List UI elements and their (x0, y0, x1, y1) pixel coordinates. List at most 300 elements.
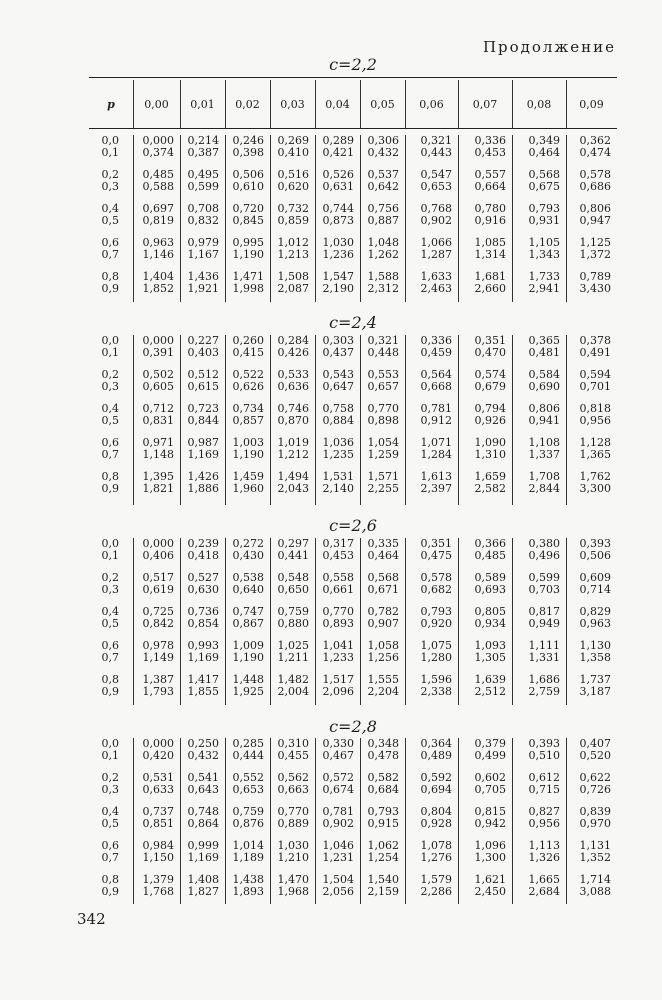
table-cell: 0,393 (579, 537, 611, 550)
table-cell: 1,211 (277, 651, 309, 664)
table-cell: 0,285 (232, 737, 264, 750)
table-cell: 0,984 (142, 839, 174, 852)
table-cell: 2,397 (420, 482, 452, 495)
table-cell: 0,758 (322, 402, 354, 415)
row-p-value: 0,7 (101, 448, 119, 461)
table-cell: 0,306 (367, 134, 399, 147)
table-cell: 0,610 (232, 180, 264, 193)
table-cell: 0,564 (420, 368, 452, 381)
table-cell: 0,744 (322, 202, 354, 215)
table-cell: 0,663 (277, 783, 309, 796)
table-cell: 0,697 (142, 202, 174, 215)
table-cell: 1,471 (232, 270, 264, 283)
table-cell: 2,450 (474, 885, 506, 898)
table-cell: 0,594 (579, 368, 611, 381)
table-cell: 0,806 (528, 402, 560, 415)
table-cell: 0,502 (142, 368, 174, 381)
table-cell: 1,066 (420, 236, 452, 249)
table-cell: 0,781 (322, 805, 354, 818)
table-cell: 1,633 (420, 270, 452, 283)
table-cell: 0,289 (322, 134, 354, 147)
row-p-value: 0,8 (101, 470, 119, 483)
table-cell: 0,759 (277, 605, 309, 618)
header-column-rule (566, 80, 567, 128)
table-cell: 0,592 (420, 771, 452, 784)
table-cell: 0,873 (322, 214, 354, 227)
header-column-rule (512, 80, 513, 128)
table-cell: 0,949 (528, 617, 560, 630)
table-cell: 1,085 (474, 236, 506, 249)
table-cell: 0,712 (142, 402, 174, 415)
table-cell: 0,000 (142, 737, 174, 750)
table-cell: 0,620 (277, 180, 309, 193)
table-cell: 0,420 (142, 749, 174, 762)
table-cell: 0,403 (187, 346, 219, 359)
table-cell: 0,214 (187, 134, 219, 147)
table-cell: 0,931 (528, 214, 560, 227)
table-cell: 1,438 (232, 873, 264, 886)
table-cell: 0,430 (232, 549, 264, 562)
table-cell: 1,408 (187, 873, 219, 886)
table-cell: 0,531 (142, 771, 174, 784)
table-cell: 1,041 (322, 639, 354, 652)
table-cell: 0,552 (232, 771, 264, 784)
table-cell: 1,058 (367, 639, 399, 652)
row-p-value: 0,4 (101, 402, 119, 415)
table-cell: 0,926 (474, 414, 506, 427)
table-cell: 0,578 (579, 168, 611, 181)
row-p-value: 0,4 (101, 202, 119, 215)
table-cell: 1,733 (528, 270, 560, 283)
table-cell: 0,485 (474, 549, 506, 562)
table-cell: 0,543 (322, 368, 354, 381)
table-cell: 0,902 (420, 214, 452, 227)
table-cell: 0,693 (474, 583, 506, 596)
table-cell: 1,540 (367, 873, 399, 886)
table-cell: 0,510 (528, 749, 560, 762)
table-cell: 0,723 (187, 402, 219, 415)
table-cell: 1,125 (579, 236, 611, 249)
row-p-value: 0,0 (101, 334, 119, 347)
table-cell: 0,578 (420, 571, 452, 584)
table-cell: 1,448 (232, 673, 264, 686)
table-cell: 1,054 (367, 436, 399, 449)
table-cell: 0,421 (322, 146, 354, 159)
table-cell: 0,418 (187, 549, 219, 562)
table-cell: 0,679 (474, 380, 506, 393)
table-cell: 0,495 (187, 168, 219, 181)
table-cell: 0,464 (528, 146, 560, 159)
table-cell: 0,378 (579, 334, 611, 347)
table-cell: 1,960 (232, 482, 264, 495)
table-cell: 1,190 (232, 651, 264, 664)
table-cell: 0,533 (277, 368, 309, 381)
table-cell: 0,475 (420, 549, 452, 562)
table-cell: 0,708 (187, 202, 219, 215)
table-cell: 0,000 (142, 134, 174, 147)
table-cell: 1,358 (579, 651, 611, 664)
table-cell: 1,365 (579, 448, 611, 461)
table-cell: 0,489 (420, 749, 452, 762)
row-p-value: 0,3 (101, 180, 119, 193)
table-cell: 0,887 (367, 214, 399, 227)
table-cell: 1,482 (277, 673, 309, 686)
table-cell: 1,093 (474, 639, 506, 652)
header-column-rule (225, 80, 226, 128)
table-cell: 0,831 (142, 414, 174, 427)
table-cell: 1,588 (367, 270, 399, 283)
table-cell: 0,934 (474, 617, 506, 630)
table-cell: 0,398 (232, 146, 264, 159)
table-cell: 1,404 (142, 270, 174, 283)
table-cell: 0,631 (322, 180, 354, 193)
table-cell: 0,737 (142, 805, 174, 818)
table-cell: 0,250 (187, 737, 219, 750)
table-cell: 2,255 (367, 482, 399, 495)
table-cell: 0,297 (277, 537, 309, 550)
table-cell: 0,842 (142, 617, 174, 630)
table-cell: 0,568 (367, 571, 399, 584)
table-cell: 0,734 (232, 402, 264, 415)
table-cell: 1,337 (528, 448, 560, 461)
table-cell: 0,876 (232, 817, 264, 830)
row-p-value: 0,2 (101, 571, 119, 584)
section-title: c=2,2 (329, 55, 377, 74)
table-cell: 0,839 (579, 805, 611, 818)
table-cell: 1,235 (322, 448, 354, 461)
table-cell: 0,562 (277, 771, 309, 784)
table-cell: 1,111 (528, 639, 560, 652)
table-cell: 0,736 (187, 605, 219, 618)
row-p-value: 0,0 (101, 134, 119, 147)
table-cell: 0,793 (420, 605, 452, 618)
table-cell: 0,455 (277, 749, 309, 762)
row-p-value: 0,8 (101, 270, 119, 283)
table-cell: 1,190 (232, 248, 264, 261)
table-cell: 1,343 (528, 248, 560, 261)
table-cell: 0,437 (322, 346, 354, 359)
header-column-rule (270, 80, 271, 128)
table-cell: 2,512 (474, 685, 506, 698)
table-cell: 0,726 (579, 783, 611, 796)
table-cell: 1,048 (367, 236, 399, 249)
table-cell: 1,659 (474, 470, 506, 483)
table-cell: 0,448 (367, 346, 399, 359)
table-cell: 0,832 (187, 214, 219, 227)
table-cell: 1,379 (142, 873, 174, 886)
table-cell: 1,547 (322, 270, 354, 283)
table-cell: 0,499 (474, 749, 506, 762)
table-cell: 1,276 (420, 851, 452, 864)
table-cell: 1,821 (142, 482, 174, 495)
table-cell: 2,096 (322, 685, 354, 698)
table-cell: 0,675 (528, 180, 560, 193)
table-cell: 0,000 (142, 537, 174, 550)
table-cell: 0,806 (579, 202, 611, 215)
table-cell: 1,737 (579, 673, 611, 686)
table-cell: 1,130 (579, 639, 611, 652)
table-cell: 1,639 (474, 673, 506, 686)
table-cell: 1,108 (528, 436, 560, 449)
table-cell: 1,096 (474, 839, 506, 852)
table-cell: 0,572 (322, 771, 354, 784)
table-cell: 1,128 (579, 436, 611, 449)
table-cell: 0,517 (142, 571, 174, 584)
table-cell: 2,844 (528, 482, 560, 495)
row-p-value: 0,4 (101, 805, 119, 818)
table-cell: 1,169 (187, 651, 219, 664)
table-cell: 0,942 (474, 817, 506, 830)
table-cell: 1,681 (474, 270, 506, 283)
table-cell: 2,056 (322, 885, 354, 898)
row-p-value: 0,1 (101, 346, 119, 359)
table-cell: 1,169 (187, 448, 219, 461)
table-cell: 1,150 (142, 851, 174, 864)
table-cell: 1,046 (322, 839, 354, 852)
column-header: 0,01 (190, 97, 215, 111)
table-cell: 1,436 (187, 270, 219, 283)
table-cell: 2,204 (367, 685, 399, 698)
table-cell: 0,364 (420, 737, 452, 750)
table-cell: 0,864 (187, 817, 219, 830)
table-cell: 0,464 (367, 549, 399, 562)
table-cell: 1,231 (322, 851, 354, 864)
table-cell: 0,694 (420, 783, 452, 796)
table-cell: 1,925 (232, 685, 264, 698)
table-cell: 2,463 (420, 282, 452, 295)
table-cell: 1,009 (232, 639, 264, 652)
table-cell: 2,043 (277, 482, 309, 495)
table-cell: 0,993 (187, 639, 219, 652)
column-header: 0,06 (419, 97, 444, 111)
table-cell: 0,588 (142, 180, 174, 193)
table-cell: 1,210 (277, 851, 309, 864)
table-cell: 1,613 (420, 470, 452, 483)
table-cell: 1,504 (322, 873, 354, 886)
table-cell: 1,071 (420, 436, 452, 449)
table-cell: 0,979 (187, 236, 219, 249)
table-cell: 0,351 (420, 537, 452, 550)
table-cell: 0,715 (528, 783, 560, 796)
table-cell: 3,430 (579, 282, 611, 295)
table-cell: 0,415 (232, 346, 264, 359)
table-cell: 0,674 (322, 783, 354, 796)
table-cell: 1,131 (579, 839, 611, 852)
table-cell: 0,747 (232, 605, 264, 618)
table-cell: 0,898 (367, 414, 399, 427)
table-cell: 0,827 (528, 805, 560, 818)
column-header-p: p (107, 97, 115, 111)
table-cell: 0,768 (420, 202, 452, 215)
table-cell: 1,331 (528, 651, 560, 664)
row-p-value: 0,9 (101, 685, 119, 698)
table-cell: 0,410 (277, 146, 309, 159)
table-cell: 1,036 (322, 436, 354, 449)
table-cell: 1,280 (420, 651, 452, 664)
table-cell: 1,310 (474, 448, 506, 461)
table-cell: 0,444 (232, 749, 264, 762)
table-cell: 2,159 (367, 885, 399, 898)
table-cell: 0,870 (277, 414, 309, 427)
table-cell: 0,916 (474, 214, 506, 227)
table-cell: 1,531 (322, 470, 354, 483)
table-cell: 0,857 (232, 414, 264, 427)
table-cell: 1,003 (232, 436, 264, 449)
table-cell: 0,818 (579, 402, 611, 415)
table-cell: 1,213 (277, 248, 309, 261)
table-cell: 1,075 (420, 639, 452, 652)
table-cell: 0,426 (277, 346, 309, 359)
table-cell: 0,815 (474, 805, 506, 818)
table-cell: 1,686 (528, 673, 560, 686)
table-cell: 2,338 (420, 685, 452, 698)
table-cell: 0,653 (420, 180, 452, 193)
table-cell: 0,963 (142, 236, 174, 249)
row-p-value: 0,7 (101, 651, 119, 664)
table-cell: 0,657 (367, 380, 399, 393)
table-cell: 0,612 (528, 771, 560, 784)
table-cell: 0,636 (277, 380, 309, 393)
table-cell: 0,971 (142, 436, 174, 449)
table-cell: 0,782 (367, 605, 399, 618)
table-cell: 0,406 (142, 549, 174, 562)
table-cell: 0,956 (579, 414, 611, 427)
table-cell: 2,660 (474, 282, 506, 295)
table-cell: 1,893 (232, 885, 264, 898)
table-cell: 2,286 (420, 885, 452, 898)
table-cell: 2,140 (322, 482, 354, 495)
table-cell: 0,574 (474, 368, 506, 381)
table-cell: 0,746 (277, 402, 309, 415)
table-cell: 0,622 (579, 771, 611, 784)
table-cell: 1,169 (187, 851, 219, 864)
column-header: 0,03 (280, 97, 305, 111)
table-cell: 1,886 (187, 482, 219, 495)
table-cell: 0,599 (528, 571, 560, 584)
table-cell: 0,374 (142, 146, 174, 159)
header-column-rule (360, 80, 361, 128)
table-cell: 0,522 (232, 368, 264, 381)
table-cell: 1,395 (142, 470, 174, 483)
column-header: 0,02 (235, 97, 260, 111)
table-cell: 0,690 (528, 380, 560, 393)
table-cell: 1,113 (528, 839, 560, 852)
header-column-rule (315, 80, 316, 128)
header-column-rule (458, 80, 459, 128)
table-cell: 0,987 (187, 436, 219, 449)
table-cell: 0,491 (579, 346, 611, 359)
row-p-value: 0,4 (101, 605, 119, 618)
table-cell: 0,407 (579, 737, 611, 750)
table-cell: 0,668 (420, 380, 452, 393)
continuation-header: Продолжение (482, 38, 616, 56)
table-cell: 0,805 (474, 605, 506, 618)
column-header: 0,09 (579, 97, 604, 111)
column-header: 0,04 (325, 97, 350, 111)
table-cell: 0,506 (232, 168, 264, 181)
table-cell: 0,619 (142, 583, 174, 596)
table-cell: 0,351 (474, 334, 506, 347)
header-column-rule (133, 80, 134, 128)
table-cell: 1,596 (420, 673, 452, 686)
table-cell: 0,453 (474, 146, 506, 159)
table-cell: 0,682 (420, 583, 452, 596)
table-cell: 0,432 (187, 749, 219, 762)
table-cell: 2,582 (474, 482, 506, 495)
table-cell: 0,310 (277, 737, 309, 750)
table-cell: 0,770 (322, 605, 354, 618)
table-cell: 0,432 (367, 146, 399, 159)
table-cell: 0,995 (232, 236, 264, 249)
table-cell: 0,520 (579, 749, 611, 762)
table-cell: 1,189 (232, 851, 264, 864)
table-cell: 0,893 (322, 617, 354, 630)
table-cell: 0,661 (322, 583, 354, 596)
table-cell: 1,517 (322, 673, 354, 686)
header-bottom-rule (89, 128, 617, 129)
table-cell: 1,768 (142, 885, 174, 898)
table-cell: 2,684 (528, 885, 560, 898)
table-cell: 0,260 (232, 334, 264, 347)
row-p-value: 0,6 (101, 639, 119, 652)
table-cell: 0,915 (367, 817, 399, 830)
table-cell: 0,558 (322, 571, 354, 584)
table-cell: 1,459 (232, 470, 264, 483)
table-cell: 0,366 (474, 537, 506, 550)
table-cell: 0,506 (579, 549, 611, 562)
table-cell: 0,653 (232, 783, 264, 796)
table-cell: 1,314 (474, 248, 506, 261)
row-p-value: 0,1 (101, 749, 119, 762)
table-cell: 1,852 (142, 282, 174, 295)
table-cell: 0,701 (579, 380, 611, 393)
table-cell: 0,794 (474, 402, 506, 415)
table-cell: 1,262 (367, 248, 399, 261)
table-cell: 2,759 (528, 685, 560, 698)
table-cell: 2,941 (528, 282, 560, 295)
table-cell: 1,090 (474, 436, 506, 449)
header-top-rule (89, 77, 617, 78)
table-cell: 0,920 (420, 617, 452, 630)
table-cell: 0,284 (277, 334, 309, 347)
table-cell: 0,999 (187, 839, 219, 852)
table-cell: 0,829 (579, 605, 611, 618)
table-cell: 0,516 (277, 168, 309, 181)
table-cell: 0,582 (367, 771, 399, 784)
table-cell: 1,236 (322, 248, 354, 261)
table-cell: 0,956 (528, 817, 560, 830)
table-cell: 0,889 (277, 817, 309, 830)
table-cell: 0,789 (579, 270, 611, 283)
table-cell: 1,714 (579, 873, 611, 886)
row-p-value: 0,6 (101, 236, 119, 249)
table-cell: 1,256 (367, 651, 399, 664)
table-cell: 1,855 (187, 685, 219, 698)
table-cell: 1,417 (187, 673, 219, 686)
table-cell: 1,665 (528, 873, 560, 886)
table-cell: 0,626 (232, 380, 264, 393)
table-cell: 1,793 (142, 685, 174, 698)
table-cell: 0,330 (322, 737, 354, 750)
table-cell: 0,393 (528, 737, 560, 750)
table-cell: 0,303 (322, 334, 354, 347)
row-p-value: 0,5 (101, 617, 119, 630)
table-cell: 3,088 (579, 885, 611, 898)
table-cell: 0,844 (187, 414, 219, 427)
table-cell: 0,336 (474, 134, 506, 147)
table-cell: 1,284 (420, 448, 452, 461)
table-cell: 0,615 (187, 380, 219, 393)
